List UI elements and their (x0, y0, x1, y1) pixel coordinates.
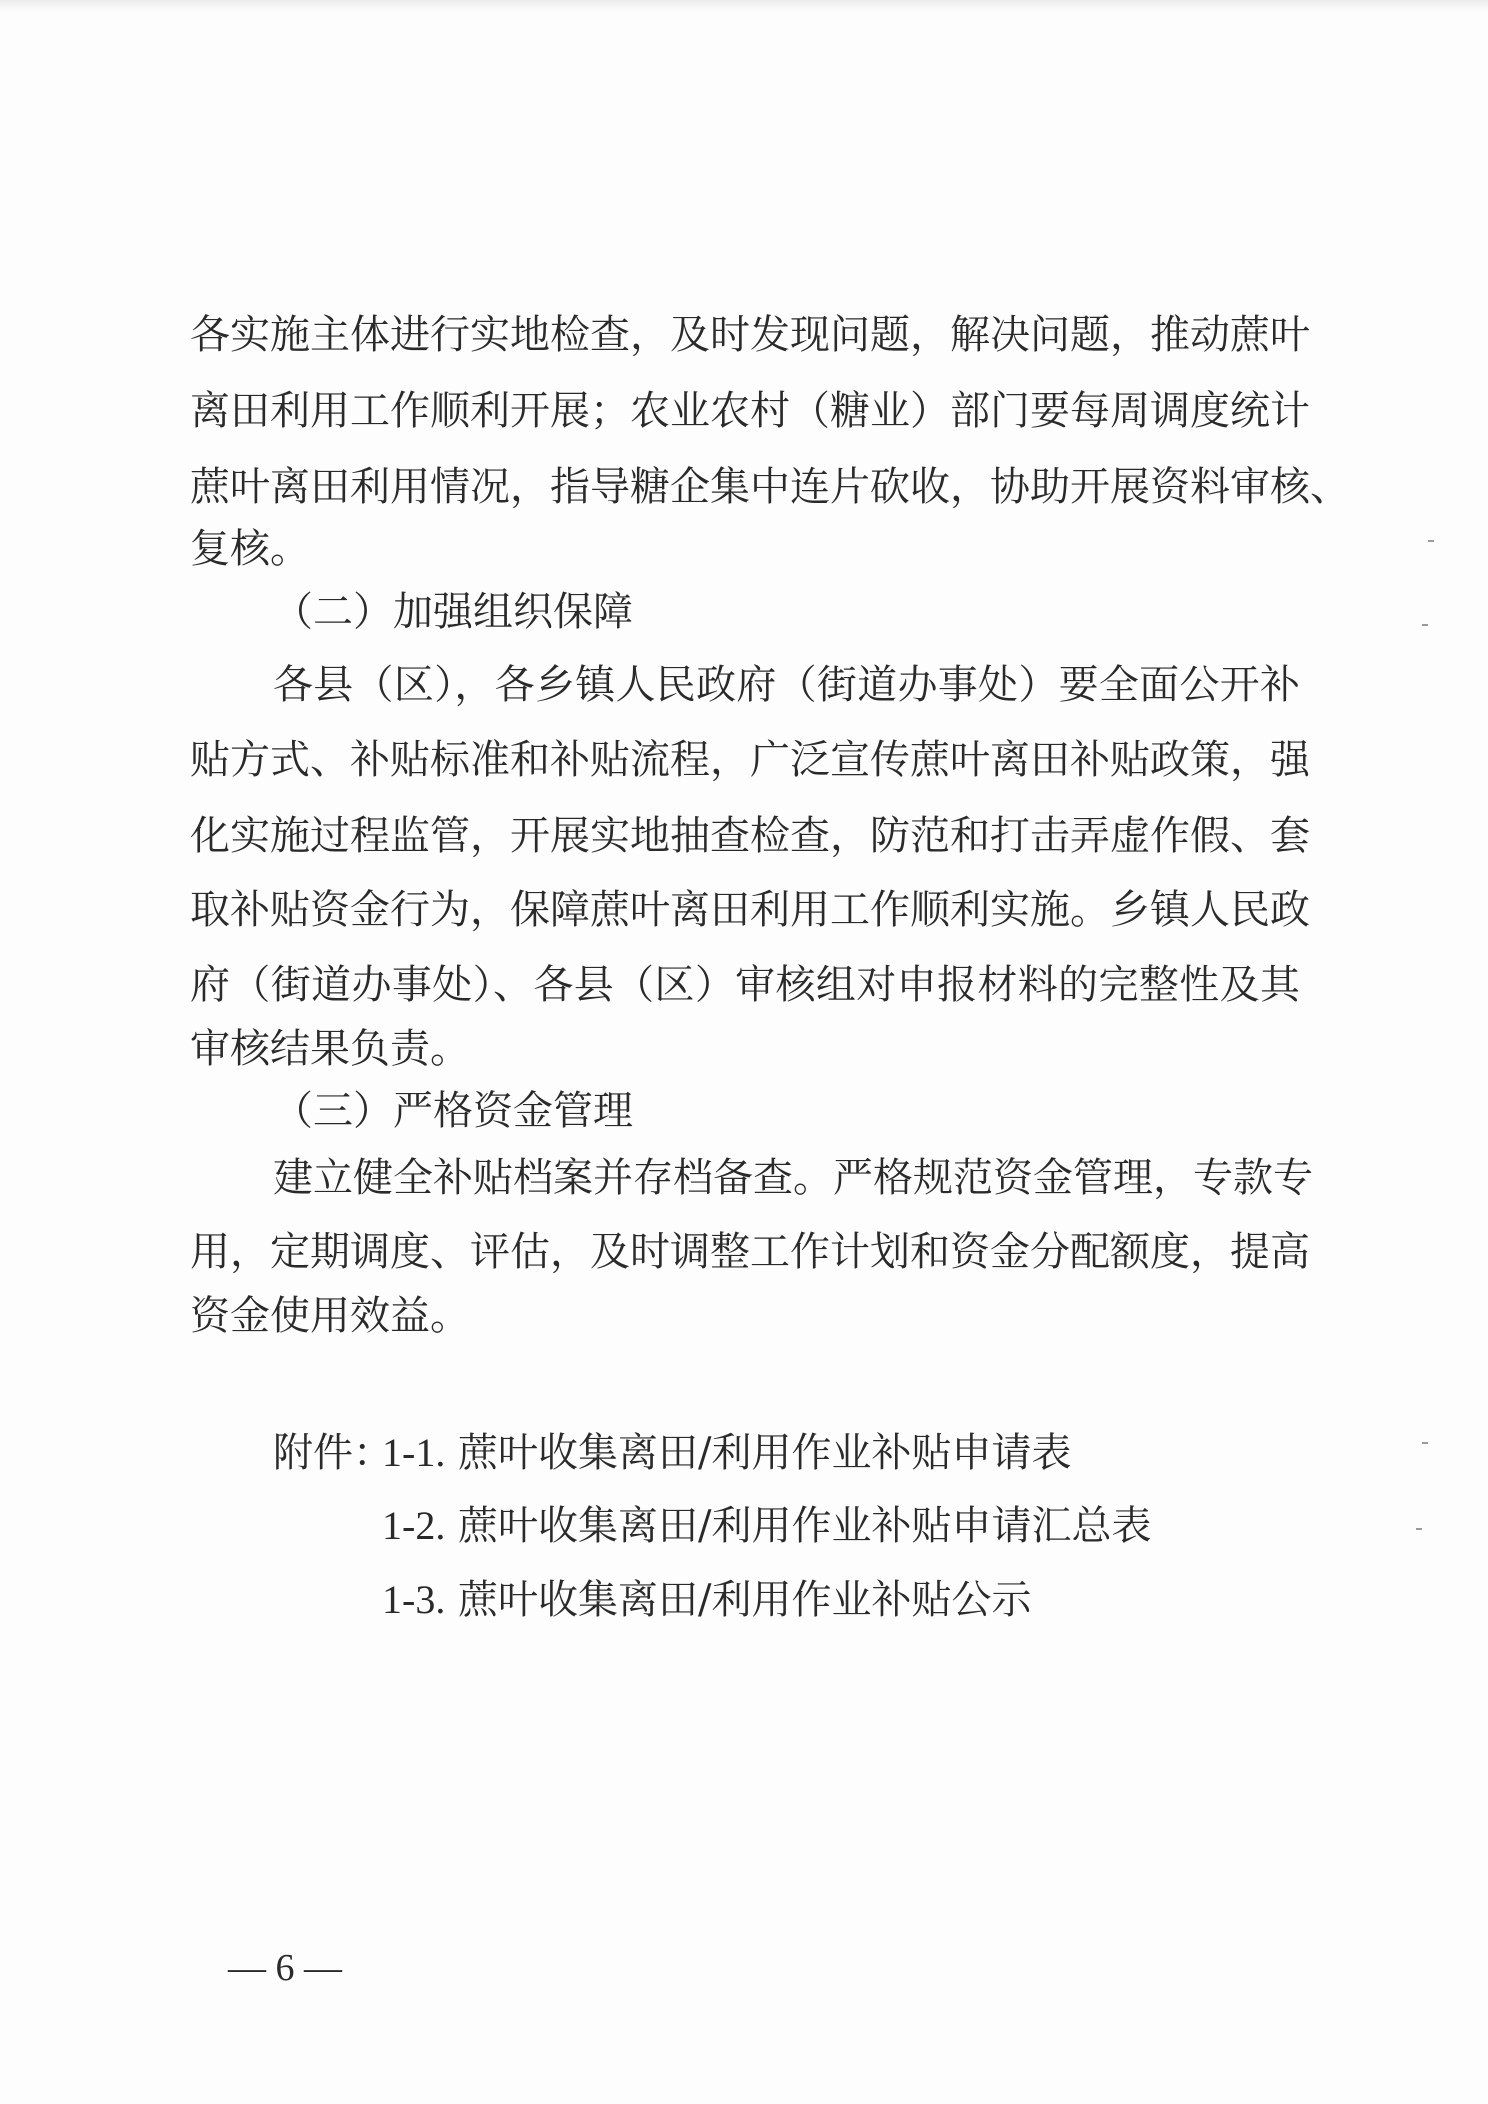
paragraph2-line1: 各县（区），各乡镇人民政府（街道办事处）要全面公开补 (273, 662, 1300, 708)
paragraph1-line3: 蔗叶离田利用情况，指导糖企集中连片砍收，协助开展资料审核、 (190, 464, 1350, 510)
attachment-title: 蔗叶收集离田/利用作业补贴申请汇总表 (458, 1503, 1152, 1549)
paragraph2-line4: 取补贴资金行为，保障蔗叶离田利用工作顺利实施。乡镇人民政 (190, 887, 1310, 933)
attachments-label: 附件： (273, 1430, 393, 1476)
paragraph2-line2: 贴方式、补贴标准和补贴流程，广泛宣传蔗叶离田补贴政策，强 (190, 737, 1310, 783)
attachment-item (382, 1500, 1152, 1552)
scan-mark (1422, 624, 1428, 626)
paragraph1-line2: 离田利用工作顺利开展；农业农村（糖业）部门要每周调度统计 (190, 388, 1310, 434)
scan-mark (1422, 1442, 1428, 1444)
section-heading-2: （二）加强组织保障 (273, 589, 633, 635)
scan-mark (1428, 540, 1434, 542)
paragraph2-line6: 审核结果负责。 (190, 1026, 470, 1072)
scan-mark (1416, 1528, 1422, 1530)
section-heading-3: （三）严格资金管理 (273, 1088, 633, 1134)
scan-top-edge (0, 0, 1488, 12)
attachment-number: 1-2. (382, 1503, 446, 1548)
page-number: — 6 — (228, 1947, 342, 1989)
paragraph1-line4: 复核。 (190, 526, 310, 572)
attachment-number: 1-3. (382, 1577, 446, 1622)
attachment-title: 蔗叶收集离田/利用作业补贴申请表 (458, 1430, 1072, 1476)
attachment-number: 1-1. (382, 1430, 446, 1475)
paragraph1-line1: 各实施主体进行实地检查，及时发现问题，解决问题，推动蔗叶 (190, 312, 1310, 358)
attachment-title: 蔗叶收集离田/利用作业补贴公示 (458, 1577, 1032, 1623)
attachment-item (382, 1574, 1032, 1626)
paragraph3-line3: 资金使用效益。 (190, 1293, 470, 1339)
attachment-item (273, 1427, 1072, 1479)
paragraph2-line3: 化实施过程监管，开展实地抽查检查，防范和打击弄虚作假、套 (190, 813, 1310, 859)
paragraph3-line1: 建立健全补贴档案并存档备查。严格规范资金管理，专款专 (273, 1155, 1313, 1201)
paragraph3-line2: 用，定期调度、评估，及时调整工作计划和资金分配额度，提高 (190, 1229, 1310, 1275)
paragraph2-line5: 府（街道办事处）、各县（区）审核组对申报材料的完整性及其 (190, 962, 1300, 1008)
